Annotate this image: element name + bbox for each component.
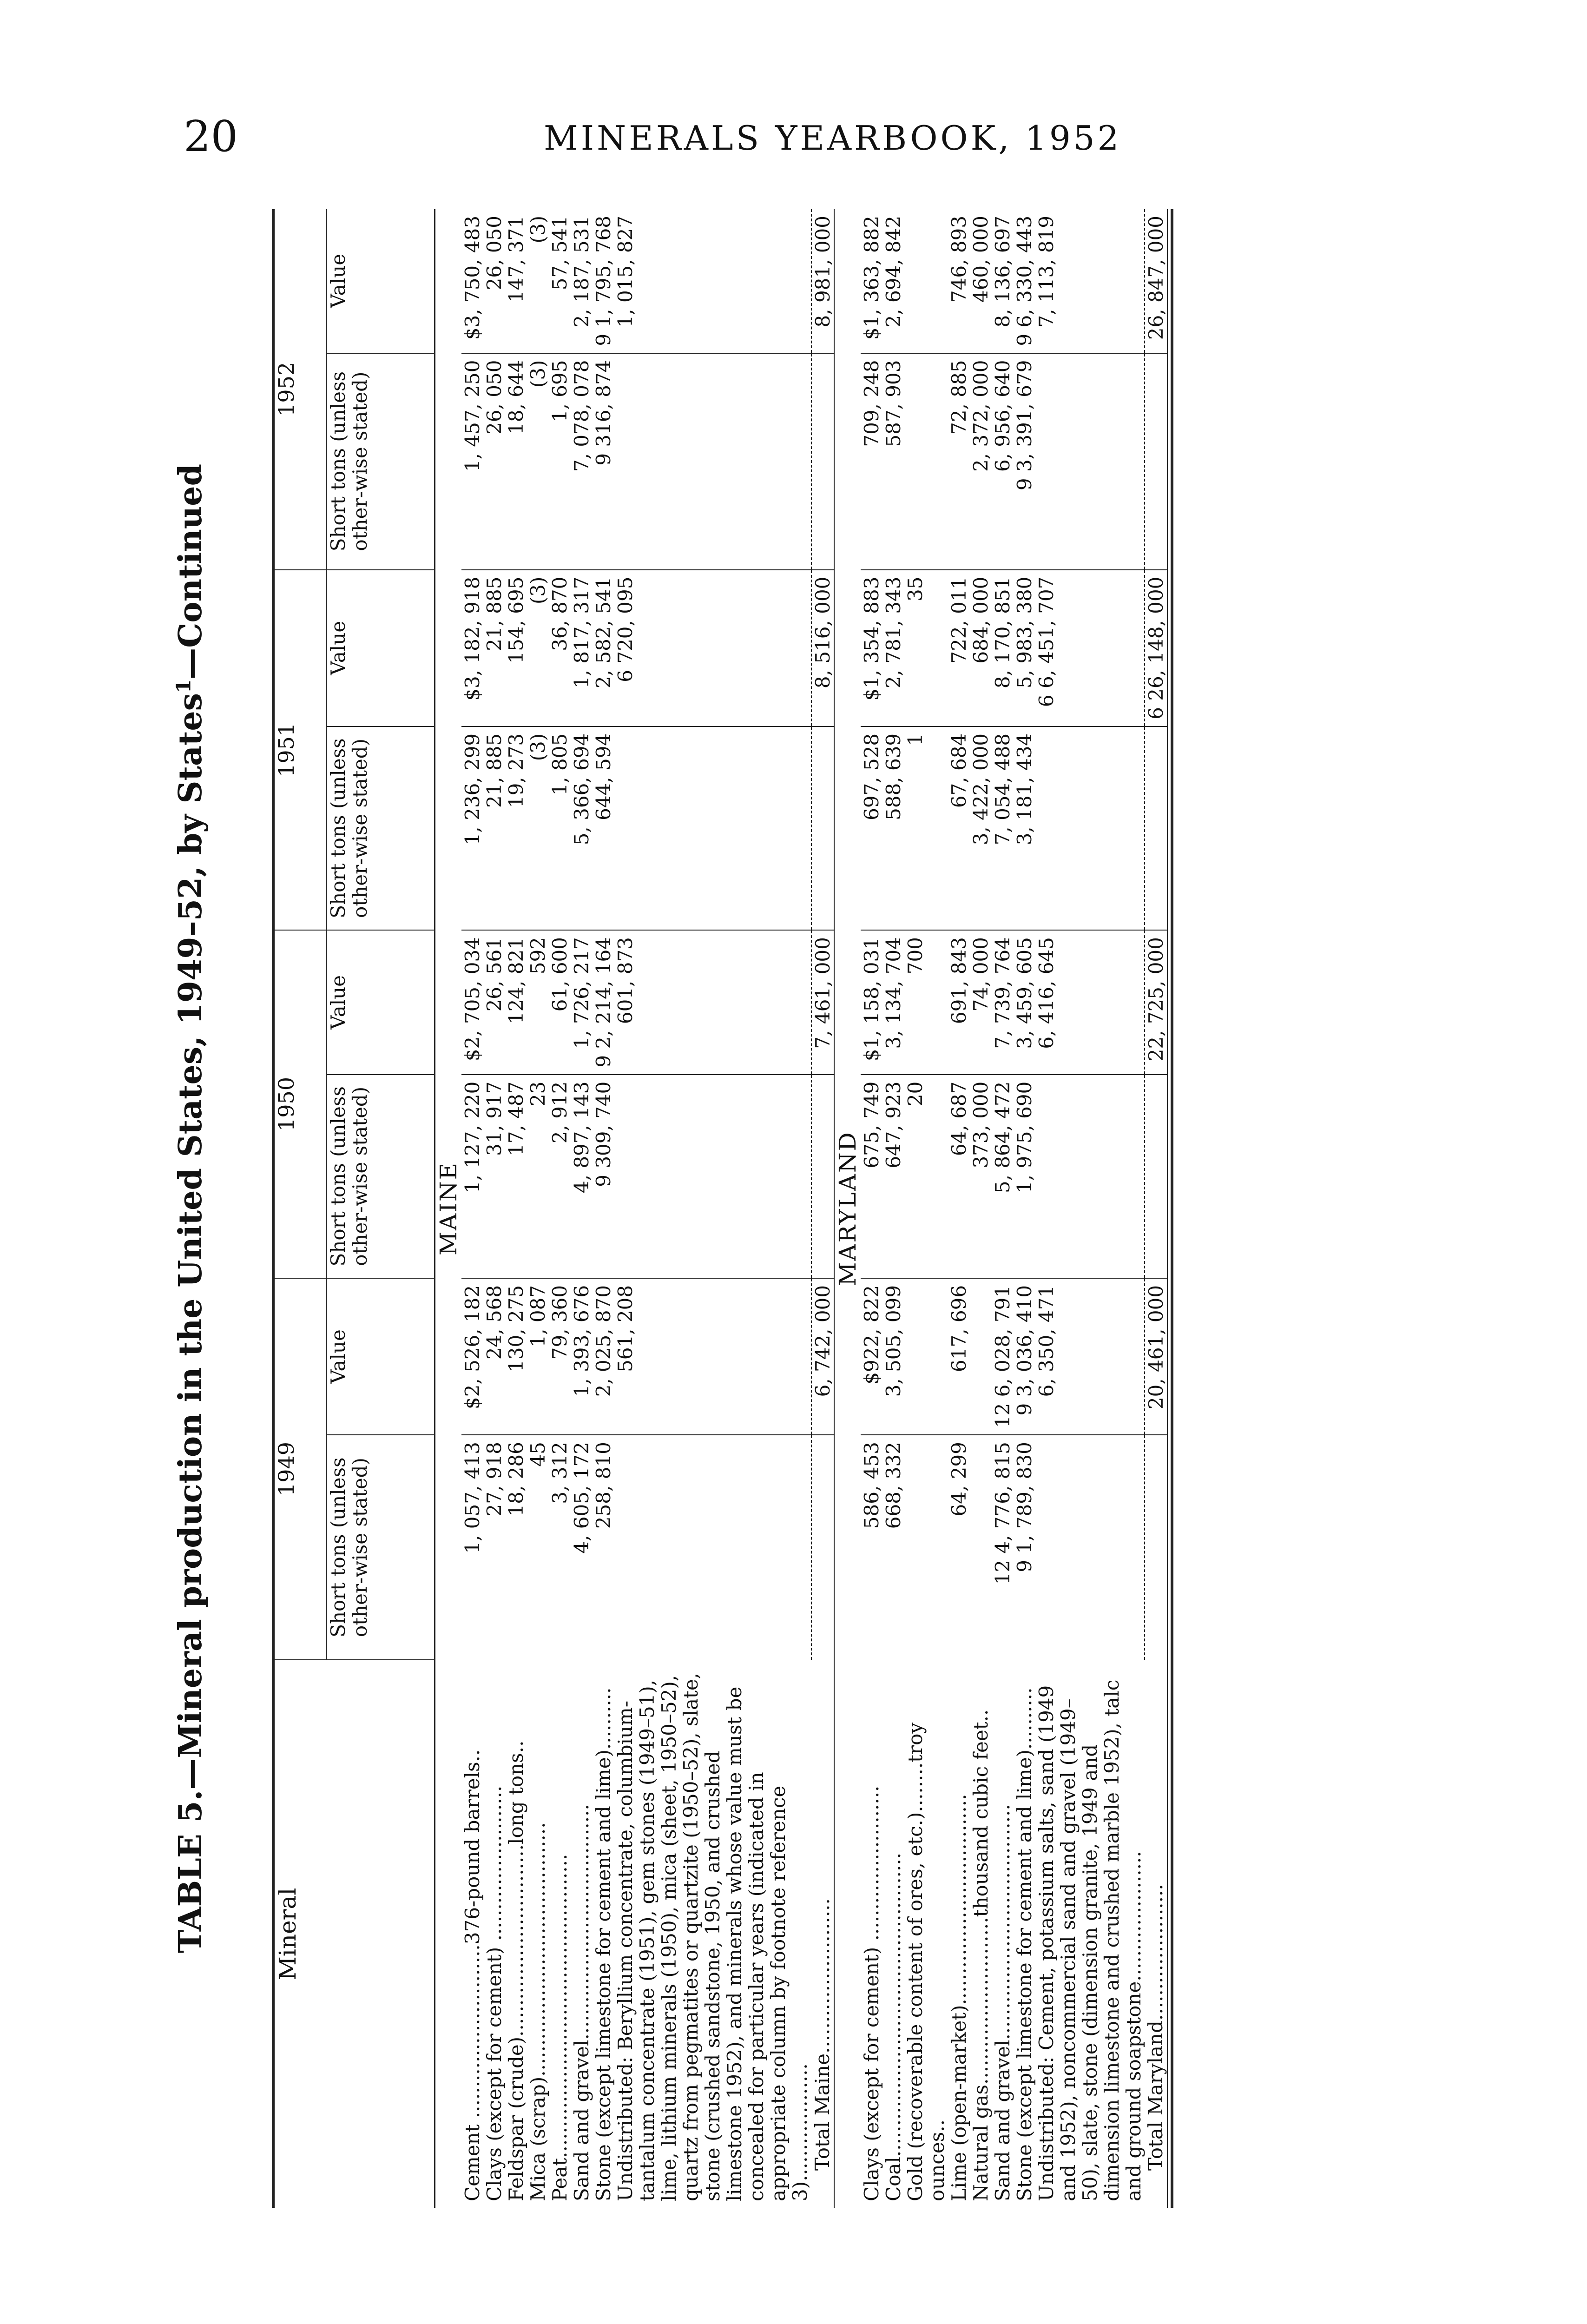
quantity-cell: 18, 286 xyxy=(505,1435,527,1660)
value-cell xyxy=(970,1278,992,1435)
total-value-cell: 8, 516, 000 xyxy=(811,570,834,726)
table-title xyxy=(172,209,209,2208)
quantity-cell: 1, 695 xyxy=(549,353,571,570)
value-cell: 9 2, 214, 164 xyxy=(593,930,614,1075)
section-header-row xyxy=(435,209,462,2208)
quantity-cell: 5, 366, 694 xyxy=(571,726,593,930)
quantity-cell: 7, 054, 488 xyxy=(992,726,1014,930)
quantity-cell: 19, 273 xyxy=(505,726,527,930)
value-cell: 57, 541 xyxy=(548,216,572,290)
table-body xyxy=(435,209,1172,2208)
column-header-mineral: Mineral xyxy=(275,1660,435,2208)
quantity-cell xyxy=(614,726,811,930)
total-quantity-cell xyxy=(811,1075,834,1278)
table-row xyxy=(614,209,811,2208)
value-cell: $2, 705, 034 xyxy=(461,930,483,1075)
quantity-cell: 668, 332 xyxy=(882,1435,904,1660)
value-cell: 617, 696 xyxy=(948,1278,970,1435)
table-title-footnote: 1 xyxy=(172,679,195,693)
quantity-cell xyxy=(1035,353,1145,570)
quantity-cell: 5, 864, 472 xyxy=(992,1075,1014,1278)
total-value-cell: 26, 847, 000 xyxy=(1145,209,1167,353)
quantity-cell: 20 xyxy=(904,1075,948,1278)
quantity-cell: 9 316, 874 xyxy=(593,353,614,570)
table-row xyxy=(527,209,549,2208)
quantity-cell: 7, 078, 078 xyxy=(571,353,593,570)
quantity-cell: 587, 903 xyxy=(882,353,904,570)
value-cell: (3) xyxy=(527,570,549,726)
total-row xyxy=(811,209,834,2208)
mineral-cell: Stone (except limestone for cement and lime).......... xyxy=(592,1687,615,2201)
quantity-cell: 9 309, 740 xyxy=(593,1075,614,1278)
table-row xyxy=(461,209,483,2208)
quantity-cell: 21, 885 xyxy=(483,726,505,930)
table-row xyxy=(861,209,882,2208)
value-cell: 5, 983, 380 xyxy=(1014,570,1035,726)
value-cell: 2, 694, 842 xyxy=(882,216,905,328)
mineral-cell: Peat................................................. xyxy=(548,1854,572,2201)
table-row xyxy=(483,209,505,2208)
value-cell: 9 6, 330, 443 xyxy=(1013,216,1036,346)
value-cell: 3, 459, 605 xyxy=(1014,930,1035,1075)
quantity-cell: 709, 248 xyxy=(861,353,882,570)
quantity-cell xyxy=(1035,726,1145,930)
quantity-cell: 1, 127, 220 xyxy=(461,1075,483,1278)
total-row xyxy=(1145,209,1167,2208)
quantity-cell xyxy=(1035,1075,1145,1278)
value-cell: (3) xyxy=(527,216,550,244)
total-quantity-cell xyxy=(1145,1075,1167,1278)
value-cell: 6 6, 451, 707 xyxy=(1035,570,1145,726)
value-cell: $3, 750, 483 xyxy=(461,216,484,340)
column-header-value: Value xyxy=(327,209,435,353)
value-cell: 746, 893 xyxy=(947,216,970,303)
value-cell: 154, 695 xyxy=(505,570,527,726)
column-header-quantity: Short tons (unless other-wise stated) xyxy=(327,353,435,570)
column-header-quantity: Short tons (unless other-wise stated) xyxy=(327,1075,435,1278)
quantity-cell: 697, 528 xyxy=(861,726,882,930)
total-quantity-cell xyxy=(811,726,834,930)
value-cell: $3, 182, 918 xyxy=(461,570,483,726)
value-cell: 691, 843 xyxy=(948,930,970,1075)
value-cell: $2, 526, 182 xyxy=(461,1278,483,1435)
quantity-cell: 2, 372, 000 xyxy=(970,353,992,570)
value-cell: 9 3, 036, 410 xyxy=(1014,1278,1035,1435)
column-header-year: 1951 xyxy=(275,570,327,931)
value-cell: 12 6, 028, 791 xyxy=(992,1278,1014,1435)
total-quantity-cell xyxy=(1145,1435,1167,1660)
column-header-quantity: Short tons (unless other-wise stated) xyxy=(327,726,435,930)
table-row xyxy=(1035,209,1145,2208)
mineral-cell: Cement ............................376-pound barrels.. xyxy=(461,1749,484,2201)
value-cell: 1, 726, 217 xyxy=(571,930,593,1075)
quantity-cell xyxy=(904,353,948,570)
value-cell: 601, 873 xyxy=(614,930,811,1075)
quantity-cell: 675, 749 xyxy=(861,1075,882,1278)
section-header-row xyxy=(834,209,861,2208)
quantity-cell: 1, 975, 690 xyxy=(1014,1075,1035,1278)
quantity-cell: 9 1, 789, 830 xyxy=(1014,1435,1035,1660)
total-quantity-cell xyxy=(1145,353,1167,570)
quantity-cell: 1 xyxy=(904,726,948,930)
quantity-cell: 588, 639 xyxy=(882,726,904,930)
value-cell: 722, 011 xyxy=(948,570,970,726)
value-cell: 6, 350, 471 xyxy=(1035,1278,1145,1435)
value-cell: 8, 170, 851 xyxy=(992,570,1014,726)
value-cell: 1, 393, 676 xyxy=(571,1278,593,1435)
value-cell: 7, 739, 764 xyxy=(992,930,1014,1075)
value-cell: 2, 187, 531 xyxy=(570,216,593,328)
mineral-cell: Lime (open-market).................................. xyxy=(947,1794,970,2201)
total-value-cell: 8, 981, 000 xyxy=(811,209,834,353)
value-cell: 3, 134, 704 xyxy=(882,930,904,1075)
table-row xyxy=(970,209,992,2208)
value-cell: 21, 885 xyxy=(483,570,505,726)
table-title-suffix: —Continued xyxy=(172,463,209,680)
quantity-cell: 9 3, 391, 679 xyxy=(1014,353,1035,570)
total-quantity-cell xyxy=(1145,726,1167,930)
table-row xyxy=(948,209,970,2208)
value-cell: 684, 000 xyxy=(970,570,992,726)
quantity-cell: 644, 594 xyxy=(593,726,614,930)
value-cell: 1, 087 xyxy=(527,1278,549,1435)
table-row xyxy=(1014,209,1035,2208)
value-cell: 561, 208 xyxy=(614,1278,811,1435)
column-header-value: Value xyxy=(327,1278,435,1435)
column-header-year: 1952 xyxy=(275,209,327,570)
total-value-cell: 22, 725, 000 xyxy=(1145,930,1167,1075)
quantity-cell: 31, 917 xyxy=(483,1075,505,1278)
quantity-cell: 3, 312 xyxy=(549,1435,571,1660)
value-cell: 79, 360 xyxy=(549,1278,571,1435)
mineral-cell: Mica (scrap)......................................... xyxy=(527,1822,550,2201)
mineral-cell: Feldspar (crude)...............................long tons.. xyxy=(505,1740,528,2201)
page-number: 20 xyxy=(184,112,238,161)
quantity-cell: 647, 923 xyxy=(882,1075,904,1278)
value-cell: 1, 817, 317 xyxy=(571,570,593,726)
value-cell: 26, 561 xyxy=(483,930,505,1075)
value-cell: 2, 582, 541 xyxy=(593,570,614,726)
quantity-cell: 373, 000 xyxy=(970,1075,992,1278)
running-head: MINERALS YEARBOOK, 1952 xyxy=(544,119,1122,158)
quantity-cell xyxy=(614,353,811,570)
value-cell: 1, 015, 827 xyxy=(614,216,637,328)
value-cell: 74, 000 xyxy=(970,930,992,1075)
value-cell: 35 xyxy=(904,570,948,726)
total-value-cell: 6, 742, 000 xyxy=(811,1278,834,1435)
mineral-production-table xyxy=(272,209,1173,2208)
quantity-cell xyxy=(614,1435,811,1660)
mineral-cell: Clays (except for cement) ......................... xyxy=(860,1785,883,2201)
column-header-value: Value xyxy=(327,570,435,726)
section-state-name: MARYLAND xyxy=(834,1131,861,1286)
quantity-cell: (3) xyxy=(527,353,549,570)
mineral-cell: Sand and gravel...................................... xyxy=(570,1804,593,2201)
mineral-cell: Natural gas...........................thousand cubic feet.. xyxy=(969,1709,992,2201)
mineral-cell: Gold (recoverable content of ores, etc.)........troy ounces.. xyxy=(903,1716,948,2201)
value-cell: 3, 505, 099 xyxy=(882,1278,904,1435)
total-label: Total Maine......................... xyxy=(810,1898,834,2171)
quantity-cell xyxy=(1035,1435,1145,1660)
quantity-cell xyxy=(904,1435,948,1660)
total-label: Total Maryland...................... xyxy=(1144,1884,1167,2171)
quantity-cell: 26, 050 xyxy=(483,353,505,570)
value-cell: 7, 113, 819 xyxy=(1034,216,1058,328)
quantity-cell: 72, 885 xyxy=(948,353,970,570)
quantity-cell: 1, 057, 413 xyxy=(461,1435,483,1660)
value-cell: 2, 025, 870 xyxy=(593,1278,614,1435)
table-row xyxy=(549,209,571,2208)
value-cell: 6, 416, 645 xyxy=(1035,930,1145,1075)
mineral-cell: Sand and gravel...................................... xyxy=(991,1804,1014,2201)
mineral-cell: Stone (except limestone for cement and lime).......... xyxy=(1013,1687,1036,2201)
total-quantity-cell xyxy=(811,1435,834,1660)
quantity-cell: 23 xyxy=(527,1075,549,1278)
value-cell: 26, 050 xyxy=(483,216,506,290)
quantity-cell: 3, 181, 434 xyxy=(1014,726,1035,930)
quantity-cell: 258, 810 xyxy=(593,1435,614,1660)
column-header-year: 1949 xyxy=(275,1278,327,1660)
quantity-cell xyxy=(970,1435,992,1660)
table-row xyxy=(992,209,1014,2208)
value-cell: 124, 821 xyxy=(505,930,527,1075)
value-cell: 8, 136, 697 xyxy=(991,216,1014,328)
total-value-cell: 7, 461, 000 xyxy=(811,930,834,1075)
value-cell: 147, 371 xyxy=(505,216,528,303)
value-cell: 460, 000 xyxy=(969,216,992,303)
value-cell: 36, 870 xyxy=(549,570,571,726)
value-cell xyxy=(904,1278,948,1435)
rotated-table-region xyxy=(172,209,1264,2208)
value-cell: $922, 822 xyxy=(861,1278,882,1435)
quantity-cell: 1, 805 xyxy=(549,726,571,930)
quantity-cell: 2, 912 xyxy=(549,1075,571,1278)
value-cell: 592 xyxy=(527,930,549,1075)
quantity-cell: 64, 687 xyxy=(948,1075,970,1278)
quantity-cell: 4, 605, 172 xyxy=(571,1435,593,1660)
total-value-cell: 20, 461, 000 xyxy=(1145,1278,1167,1435)
quantity-cell: 18, 644 xyxy=(505,353,527,570)
quantity-cell: 27, 918 xyxy=(483,1435,505,1660)
quantity-cell: 67, 684 xyxy=(948,726,970,930)
mineral-cell: Clays (except for cement) ......................... xyxy=(483,1785,506,2201)
mineral-cell: Undistributed: Beryllium concentrate, columbium-tantalum concentrate (1951), gem stones (1949–51), lime, lithium minerals (1950), mica (sheet, 1950–52), quartz from pegmatites or quartzite (1950–52), slate, stone (crushed sandstone, 1950, and crushed limestone 1952), and minerals whose value must be concealed for particular years (indicated in appropriate column by footnote reference 3)................... xyxy=(614,1666,812,2201)
value-cell: 700 xyxy=(904,930,948,1075)
quantity-cell xyxy=(614,1075,811,1278)
total-value-cell: 6 26, 148, 000 xyxy=(1145,570,1167,726)
quantity-cell: 4, 897, 143 xyxy=(571,1075,593,1278)
table-row xyxy=(904,209,948,2208)
quantity-cell: 45 xyxy=(527,1435,549,1660)
value-cell: 130, 275 xyxy=(505,1278,527,1435)
mineral-cell: Coal................................................. xyxy=(882,1852,905,2201)
quantity-cell: 64, 299 xyxy=(948,1435,970,1660)
total-quantity-cell xyxy=(811,353,834,570)
value-cell xyxy=(904,209,948,353)
quantity-cell: 17, 487 xyxy=(505,1075,527,1278)
value-cell: 2, 781, 343 xyxy=(882,570,904,726)
column-header-quantity: Short tons (unless other-wise stated) xyxy=(327,1435,435,1660)
value-cell: 6 720, 095 xyxy=(614,570,811,726)
table-row xyxy=(593,209,614,2208)
section-state-name: MAINE xyxy=(435,1161,462,1256)
table-end-rule xyxy=(1167,209,1172,2208)
value-cell: $1, 354, 883 xyxy=(861,570,882,726)
value-cell: 9 1, 795, 768 xyxy=(592,216,615,346)
quantity-cell: 12 4, 776, 815 xyxy=(992,1435,1014,1660)
table-row xyxy=(505,209,527,2208)
value-cell: $1, 158, 031 xyxy=(861,930,882,1075)
quantity-cell: 1, 236, 299 xyxy=(461,726,483,930)
mineral-cell: Undistributed: Cement, potassium salts, sand (1949 and 1952), noncommercial sand and gravel (1949–50), slate, stone (dimension granite, 1949 and dimension limestone and crushed marble 1952), talc and ground soapstone..................... xyxy=(1034,1673,1145,2201)
quantity-cell: 586, 453 xyxy=(861,1435,882,1660)
value-cell: 61, 600 xyxy=(549,930,571,1075)
value-cell: $1, 363, 882 xyxy=(860,216,883,340)
table-end-rule-cell xyxy=(1167,209,1172,2208)
table-title-text: TABLE 5.—Mineral production in the United States, 1949–52, by States xyxy=(172,693,209,1954)
value-cell: 24, 568 xyxy=(483,1278,505,1435)
quantity-cell: 3, 422, 000 xyxy=(970,726,992,930)
column-header-year: 1950 xyxy=(275,930,327,1278)
table-row xyxy=(882,209,904,2208)
quantity-cell: 1, 457, 250 xyxy=(461,353,483,570)
quantity-cell: 6, 956, 640 xyxy=(992,353,1014,570)
quantity-cell: (3) xyxy=(527,726,549,930)
column-header-value: Value xyxy=(327,930,435,1075)
table-row xyxy=(571,209,593,2208)
